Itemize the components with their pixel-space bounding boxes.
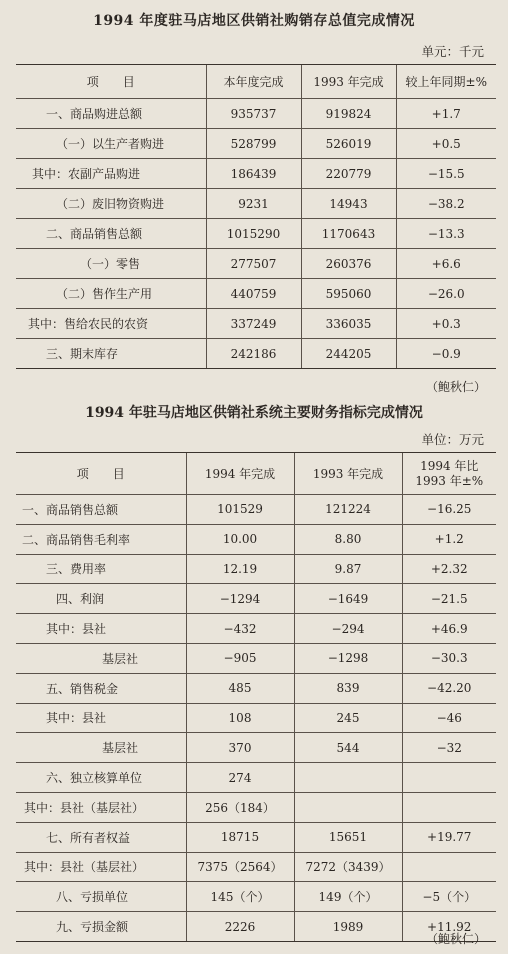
cell-value: 260376 xyxy=(301,249,396,279)
row-label: 基层社 xyxy=(16,733,186,763)
cell-value: 1170643 xyxy=(301,219,396,249)
cell-value: +46.9 xyxy=(402,614,496,644)
row-label: （二）售作生产用 xyxy=(16,279,206,309)
cell-value: +0.5 xyxy=(396,129,496,159)
cell-value: 145（个） xyxy=(186,882,294,912)
cell-value: 336035 xyxy=(301,309,396,339)
row-label: 二、商品销售总额 xyxy=(16,219,206,249)
row-label: 其中：县社 xyxy=(16,703,186,733)
row-label: （一）以生产者购进 xyxy=(16,129,206,159)
cell-value: 15651 xyxy=(294,822,402,852)
cell-value: −30.3 xyxy=(402,643,496,673)
cell-value: −21.5 xyxy=(402,584,496,614)
header-change-line1: 1994 年比 xyxy=(420,458,479,473)
cell-value: −26.0 xyxy=(396,279,496,309)
cell-value: −38.2 xyxy=(396,189,496,219)
cell-value: 14943 xyxy=(301,189,396,219)
row-label: 三、费用率 xyxy=(16,554,186,584)
row-label: 七、所有者权益 xyxy=(16,822,186,852)
header-item: 项 目 xyxy=(16,65,206,99)
cell-value: 186439 xyxy=(206,159,301,189)
cell-value: 242186 xyxy=(206,339,301,369)
cell-value: −1298 xyxy=(294,643,402,673)
cell-value: −46 xyxy=(402,703,496,733)
cell-value: +6.6 xyxy=(396,249,496,279)
table-header-row xyxy=(16,453,496,495)
cell-value: 8.80 xyxy=(294,524,402,554)
cell-value: −905 xyxy=(186,643,294,673)
cell-value: 12.19 xyxy=(186,554,294,584)
row-label: 其中：售给农民的农资 xyxy=(16,309,206,339)
cell-value: 440759 xyxy=(206,279,301,309)
table-row xyxy=(16,822,496,852)
cell-value: 244205 xyxy=(301,339,396,369)
cell-value: −294 xyxy=(294,614,402,644)
cell-value: 274 xyxy=(186,763,294,793)
table-row xyxy=(16,763,496,793)
header-item: 项 目 xyxy=(16,453,186,495)
cell-value xyxy=(402,852,496,882)
cell-value xyxy=(294,763,402,793)
cell-value: 935737 xyxy=(206,99,301,129)
cell-value xyxy=(402,763,496,793)
financial-indicators-table xyxy=(16,452,496,942)
row-label: 二、商品销售毛利率 xyxy=(16,524,186,554)
table-row xyxy=(16,882,496,912)
cell-value xyxy=(294,792,402,822)
cell-value: +0.3 xyxy=(396,309,496,339)
header-1993: 1993 年完成 xyxy=(301,65,396,99)
cell-value: 1989 xyxy=(294,912,402,942)
cell-value: 121224 xyxy=(294,495,402,525)
cell-value: 1015290 xyxy=(206,219,301,249)
table-row xyxy=(16,219,496,249)
table-row xyxy=(16,159,496,189)
cell-value: 595060 xyxy=(301,279,396,309)
cell-value: 337249 xyxy=(206,309,301,339)
table1-title: 1994 年度驻马店地区供销社购销存总值完成情况 xyxy=(93,13,415,29)
table-row xyxy=(16,279,496,309)
header-current-year: 本年度完成 xyxy=(206,65,301,99)
cell-value: −16.25 xyxy=(402,495,496,525)
cell-value: 18715 xyxy=(186,822,294,852)
cell-value: +1.7 xyxy=(396,99,496,129)
table-row xyxy=(16,733,496,763)
row-label: （二）废旧物资购进 xyxy=(16,189,206,219)
header-1993: 1993 年完成 xyxy=(294,453,402,495)
table2-unit: 单位：万元 xyxy=(421,432,484,447)
cell-value: 256（184） xyxy=(186,792,294,822)
row-label: 三、期末库存 xyxy=(16,339,206,369)
header-change xyxy=(402,453,496,495)
cell-value: 370 xyxy=(186,733,294,763)
table-row xyxy=(16,524,496,554)
row-label: 六、独立核算单位 xyxy=(16,763,186,793)
cell-value: 245 xyxy=(294,703,402,733)
row-label: 其中：县社 xyxy=(16,614,186,644)
cell-value xyxy=(402,792,496,822)
table-row xyxy=(16,495,496,525)
table-row xyxy=(16,309,496,339)
row-label: 九、亏损金额 xyxy=(16,912,186,942)
table-row xyxy=(16,673,496,703)
cell-value: 485 xyxy=(186,673,294,703)
cell-value: 2226 xyxy=(186,912,294,942)
cell-value: 7272（3439） xyxy=(294,852,402,882)
row-label: 其中：农副产品购进 xyxy=(16,159,206,189)
cell-value: 544 xyxy=(294,733,402,763)
cell-value: 919824 xyxy=(301,99,396,129)
row-label: （一）零售 xyxy=(16,249,206,279)
row-label: 其中：县社（基层社） xyxy=(16,792,186,822)
header-1994: 1994 年完成 xyxy=(186,453,294,495)
cell-value: +2.32 xyxy=(402,554,496,584)
table-row xyxy=(16,129,496,159)
row-label: 五、销售税金 xyxy=(16,673,186,703)
table-row xyxy=(16,792,496,822)
cell-value: −13.3 xyxy=(396,219,496,249)
row-label: 八、亏损单位 xyxy=(16,882,186,912)
cell-value: 839 xyxy=(294,673,402,703)
row-label: 一、商品购进总额 xyxy=(16,99,206,129)
table2-title: 1994 年驻马店地区供销社系统主要财务指标完成情况 xyxy=(85,405,423,421)
purchase-sales-stock-table xyxy=(16,64,496,369)
cell-value: 277507 xyxy=(206,249,301,279)
cell-value: 108 xyxy=(186,703,294,733)
row-label: 四、利润 xyxy=(16,584,186,614)
cell-value: −1649 xyxy=(294,584,402,614)
table-header-row xyxy=(16,65,496,99)
cell-value: 101529 xyxy=(186,495,294,525)
cell-value: −42.20 xyxy=(402,673,496,703)
cell-value: 220779 xyxy=(301,159,396,189)
cell-value: −432 xyxy=(186,614,294,644)
cell-value: −5（个） xyxy=(402,882,496,912)
cell-value: +1.2 xyxy=(402,524,496,554)
cell-value: 9231 xyxy=(206,189,301,219)
cell-value: 10.00 xyxy=(186,524,294,554)
table1-unit: 单元：千元 xyxy=(421,44,484,59)
cell-value: +11.92 xyxy=(402,912,496,942)
table-row xyxy=(16,584,496,614)
cell-value: −32 xyxy=(402,733,496,763)
table-row xyxy=(16,912,496,942)
row-label: 其中：县社（基层社） xyxy=(16,852,186,882)
cell-value: 9.87 xyxy=(294,554,402,584)
table-row xyxy=(16,554,496,584)
row-label: 一、商品销售总额 xyxy=(16,495,186,525)
cell-value: 7375（2564） xyxy=(186,852,294,882)
table-row xyxy=(16,339,496,369)
table-row xyxy=(16,643,496,673)
table1-author: （鲍秋仁） xyxy=(425,380,486,394)
cell-value: +19.77 xyxy=(402,822,496,852)
table-row xyxy=(16,189,496,219)
cell-value: 526019 xyxy=(301,129,396,159)
table-row xyxy=(16,852,496,882)
header-change-line2: 1993 年±% xyxy=(415,473,484,488)
row-label: 基层社 xyxy=(16,643,186,673)
table-row xyxy=(16,249,496,279)
cell-value: −0.9 xyxy=(396,339,496,369)
table2-author: （鲍秋仁） xyxy=(425,932,486,946)
table-row xyxy=(16,614,496,644)
cell-value: −15.5 xyxy=(396,159,496,189)
table-row xyxy=(16,99,496,129)
cell-value: 528799 xyxy=(206,129,301,159)
cell-value: −1294 xyxy=(186,584,294,614)
header-change: 较上年同期±% xyxy=(396,65,496,99)
cell-value: 149（个） xyxy=(294,882,402,912)
table-row xyxy=(16,703,496,733)
